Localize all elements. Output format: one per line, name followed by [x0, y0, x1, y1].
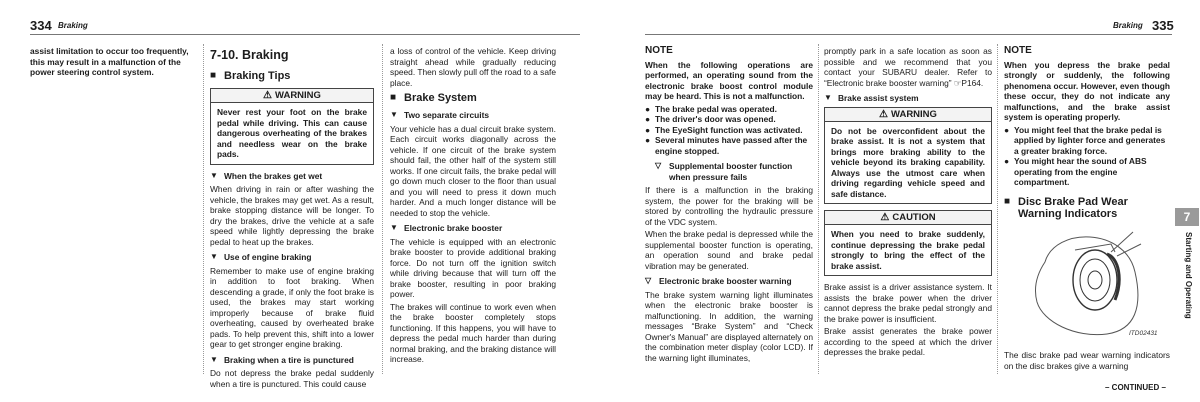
punctured-tire-text: Do not depress the brake pedal suddenly when a tire is punctured. This could cause: [210, 368, 374, 389]
right-page-number: 335: [1152, 18, 1174, 33]
warning-header: ⚠ WARNING: [210, 88, 374, 103]
supplemental-booster-heading: ▽ Supplemental booster function when pressure fails: [655, 161, 793, 182]
electronic-booster-heading: ▼ Electronic brake booster: [390, 223, 503, 233]
left-column-1: [30, 46, 198, 80]
booster-warning-continued: promptly park in a safe location as soon as possible and we recommend that you contact your SUBARU dealer. Refer to “Electronic brake booster warning” ☞P164.: [824, 46, 992, 88]
left-header-section: Braking: [58, 21, 88, 30]
note-bullet: ● You might feel that the brake pedal is applied by lighter force and generates a greater braking force.: [1004, 124, 1166, 156]
electronic-booster-text-2: The brakes will continue to work even when the brake booster completely stops functioning. If this happens, you will have to depress the pedal much harder than during normal braking, and the braking distance will increase.: [390, 301, 556, 364]
triangle-bullet-icon: ▼: [824, 93, 832, 102]
supplemental-booster-text-2: When the brake pedal is depressed while the supplemental booster function is operating, an operation sound and brake pedal vibration may be generated.: [645, 229, 813, 271]
note-bullet: ● Several minutes have passed after the engine stopped.: [645, 135, 808, 156]
triangle-bullet-icon: ▼: [210, 354, 218, 364]
booster-warning-heading: ▽ Electronic brake booster warning: [645, 276, 792, 286]
note-bullet: ● The driver's door was opened.: [645, 114, 776, 124]
engine-braking-text: Remember to make use of engine braking in addition to foot braking. When descending a grade, if only the foot brake is used, the brakes may start working improperly because of brake fluid overheating, caused by overheated brake pads. To help prevent this, shift into a lower gear to get stronger engine braking.: [210, 265, 374, 349]
warning-triangle-icon: ⚠: [879, 108, 889, 120]
booster-warning-text: The brake system warning light illuminates when the electronic brake booster is malfunctioning. In addition, the warning messages “Brake System” and “Check Owner's Manual” are displayed alternately on the combination meter display (color LCD). If the warning light illuminates,: [645, 289, 813, 363]
engine-braking-heading: ▼ Use of engine braking: [210, 252, 312, 262]
note-bullet: ● The brake pedal was operated.: [645, 103, 777, 114]
square-bullet-icon: ■: [390, 92, 397, 103]
warning-box: Never rest your foot on the brake pedal while driving. This can cause dangerous overheating of the brakes and needless wear on the brake pads.: [210, 103, 374, 165]
note-text: When the following operations are performed, an operating sound from the electronic brake boost control module may be heard. This is not a malfunction.: [645, 59, 813, 101]
dual-circuit-heading: ▼ Two separate circuits: [390, 110, 490, 120]
punctured-tire-heading: ▼ Braking when a tire is punctured: [210, 354, 354, 365]
right-column-3: [1004, 46, 1170, 226]
section-title: 7-10. Braking: [210, 48, 289, 62]
left-header-rule: [30, 34, 580, 35]
wet-brakes-heading: ▼ When the brakes get wet: [210, 170, 323, 181]
square-bullet-icon: ■: [1004, 195, 1011, 207]
triangle-bullet-icon: ▼: [210, 252, 218, 261]
hollow-triangle-icon: ▽: [645, 276, 652, 285]
left-page: [0, 0, 595, 402]
note-bullet: ● You might hear the sound of ABS operating from the engine compartment.: [1004, 156, 1147, 187]
tire-continued-text: a loss of control of the vehicle. Keep driving straight ahead while gradually reducing speed. Then slowly pull off the road to a safe place.: [390, 46, 556, 88]
column-divider: [382, 44, 383, 374]
chapter-label: Starting and Operating: [1184, 232, 1193, 319]
intro-text: assist limitation to occur too frequently, this may result in a malfunction of the power steering control system.: [30, 46, 189, 77]
right-page: [605, 0, 1200, 402]
column-divider: [203, 44, 204, 374]
chapter-tab: 7: [1175, 208, 1199, 226]
caution-header: ⚠ CAUTION: [824, 210, 992, 225]
square-bullet-icon: ■: [210, 70, 217, 81]
right-header-section: Braking: [1113, 21, 1143, 30]
caution-triangle-icon: ⚠: [880, 212, 890, 223]
note-title: NOTE: [1004, 45, 1032, 56]
disc-pad-text-block: [1004, 350, 1170, 373]
left-column-2: [210, 46, 374, 391]
triangle-bullet-icon: ▼: [210, 170, 218, 180]
triangle-bullet-icon: ▼: [390, 223, 398, 232]
disc-brake-illustration: [1015, 222, 1167, 342]
note-text: When you depress the brake pedal strongly or suddenly, the following phenomena occur. However, even though these occur, they do not indicate any malfunctions, and the brake assist system is operating properly.: [1004, 59, 1170, 122]
warning-triangle-icon: ⚠: [263, 90, 273, 101]
column-divider: [818, 44, 819, 374]
left-page-number: 334: [30, 18, 52, 33]
braking-tips-heading: ■ Braking Tips: [210, 70, 291, 82]
left-column-3: [390, 46, 556, 367]
note-bullet: ● The EyeSight function was activated.: [645, 124, 803, 135]
caution-box: When you need to brake suddenly, continue depressing the brake pedal strongly to bring the effect of the brake assist.: [824, 225, 992, 276]
disc-pad-text: The disc brake pad wear warning indicators on the disc brakes give a warning: [1004, 350, 1170, 371]
right-header-rule: [645, 34, 1172, 35]
right-column-2: [824, 46, 992, 360]
right-column-1: [645, 46, 813, 365]
brake-assist-text-1: Brake assist is a driver assistance system. It assists the brake power when the driver cannot depress the brake pedal strongly and the brake power is insufficient.: [824, 282, 992, 324]
disc-brake-drawing: [1015, 222, 1167, 342]
brake-assist-text-2: Brake assist generates the brake power according to the speed at which the driver depresses the brake pedal.: [824, 326, 992, 357]
electronic-booster-text-1: The vehicle is equipped with an electronic brake booster to provide additional braking force. Do not turn off the ignition switch while driving because that will turn off the brake booster, resulting in poor braking power.: [390, 236, 556, 299]
brake-assist-heading: ▼ Brake assist system: [824, 93, 919, 103]
image-code: ITD02431: [1129, 330, 1158, 337]
note-title: NOTE: [645, 45, 673, 56]
hollow-triangle-icon: ▽: [655, 161, 662, 170]
continued-label: – CONTINUED –: [1105, 383, 1166, 392]
dual-circuit-text: Your vehicle has a dual circuit brake system. Each circuit works diagonally across the vehicle. If one circuit of the brake system should fail, the other half of the system still works. If one circuit fails, the brake pedal will go down much closer to the floor than usual and you will need to press it down much harder. And a much longer distance will be needed to stop the vehicle.: [390, 123, 556, 218]
wet-brakes-text: When driving in rain or after washing the vehicle, the brakes may get wet. As a result, brake stopping distance will be longer. To dry the brakes, drive the vehicle at a safe speed while lightly depressing the brake pedal to heat up the brakes.: [210, 184, 374, 247]
brake-system-heading: ■ Brake System: [390, 92, 477, 104]
warning-box: Do not be overconfident about the brake assist. It is not a system that brings more braking ability to the vehicle beyond its braking capability. Always use the utmost care when driving regarding vehicle speed and safe distance.: [824, 122, 992, 205]
warning-header: ⚠ WARNING: [824, 107, 992, 122]
triangle-bullet-icon: ▼: [390, 110, 398, 119]
supplemental-booster-text-1: If there is a malfunction in the braking system, the power for the braking will be stored by controlling the hydraulic pressure of the VDC system.: [645, 185, 813, 227]
disc-pad-heading: ■ Disc Brake Pad Wear Warning Indicators: [1004, 195, 1128, 220]
column-divider: [997, 44, 998, 374]
